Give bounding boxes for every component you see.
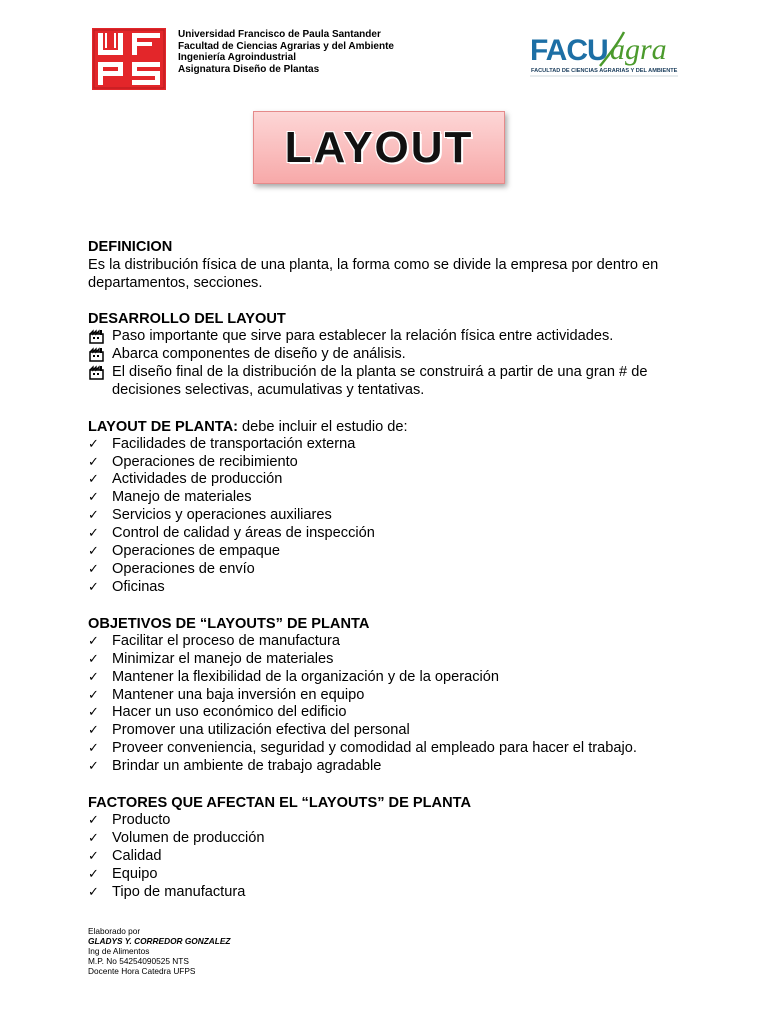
list-item — [88, 471, 688, 489]
list-item — [88, 633, 688, 651]
list-item — [88, 669, 688, 687]
check-icon: ✓ — [88, 526, 99, 542]
check-icon: ✓ — [88, 848, 99, 864]
desarrollo-title: DESARROLLO DEL LAYOUT — [88, 311, 286, 327]
list-item-text: Tipo de manufactura — [112, 883, 246, 900]
list-item-text: Equipo — [112, 865, 158, 882]
list-item — [88, 884, 688, 902]
check-icon: ✓ — [88, 687, 99, 703]
list-item-text: Oficinas — [112, 578, 165, 595]
check-icon: ✓ — [88, 741, 99, 757]
list-item-text: Brindar un ambiente de trabajo agradable — [112, 758, 382, 775]
list-item-text: Calidad — [112, 847, 162, 864]
list-item — [88, 489, 688, 507]
layout-planta-heading: LAYOUT DE PLANTA: — [88, 418, 238, 435]
check-icon: ✓ — [88, 884, 99, 900]
factory-bullet-icon — [88, 364, 106, 382]
layout-planta-title — [88, 418, 688, 436]
check-icon: ✓ — [88, 866, 99, 882]
definicion-text — [88, 256, 688, 292]
list-item — [88, 651, 688, 669]
footer-position: Docente Hora Catedra UFPS — [88, 966, 196, 976]
check-icon: ✓ — [88, 490, 99, 506]
list-item — [88, 687, 688, 705]
check-icon: ✓ — [88, 633, 99, 649]
list-item-text: Servicios y operaciones auxiliares — [112, 507, 332, 524]
facuagra-logo — [528, 30, 680, 80]
check-icon: ✓ — [88, 579, 99, 595]
check-icon: ✓ — [88, 436, 99, 452]
factory-bullet-icon — [88, 346, 106, 364]
list-item — [88, 436, 688, 454]
svg-text:FACU: FACU — [530, 34, 608, 67]
check-icon: ✓ — [88, 561, 99, 577]
check-icon: ✓ — [88, 472, 99, 488]
list-item-text: Volumen de producción — [112, 829, 265, 846]
list-item-text: El diseño final de la distribución de la planta se construirá a partir de una gran # de — [112, 363, 648, 380]
layout-title-banner — [253, 111, 505, 184]
check-icon: ✓ — [88, 759, 99, 775]
list-item-text: Proveer conveniencia, seguridad y comodidad al empleado para hacer el trabajo. — [112, 740, 637, 757]
author-footer — [88, 926, 230, 976]
list-item-text: Mantener la flexibilidad de la organización y de la operación — [112, 668, 499, 685]
check-icon: ✓ — [88, 508, 99, 524]
list-item-text: Actividades de producción — [112, 471, 283, 488]
header-university: Universidad Francisco de Paula Santander — [178, 29, 381, 40]
factory-bullet-icon — [88, 328, 106, 346]
layout-planta-subtitle: debe incluir el estudio de: — [238, 418, 408, 435]
list-item-text: Promover una utilización efectiva del personal — [112, 722, 410, 739]
check-icon: ✓ — [88, 705, 99, 721]
list-item-text: Minimizar el manejo de materiales — [112, 650, 334, 667]
list-item-text: Producto — [112, 812, 171, 829]
list-item-continuation: decisiones selectivas, acumulativas y tentativas. — [112, 381, 425, 398]
factores-list — [88, 812, 688, 902]
footer-profession: Ing de Alimentos — [88, 946, 150, 956]
list-item-text: Operaciones de empaque — [112, 543, 280, 560]
objetivos-list — [88, 633, 688, 776]
layout-planta-list — [88, 436, 688, 597]
list-item-text: Mantener una baja inversión en equipo — [112, 686, 365, 703]
list-item — [88, 454, 688, 472]
svg-text:FACULTAD DE CIENCIAS AGRARIAS: FACULTAD DE CIENCIAS AGRARIAS Y DEL AMBIENTE — [531, 68, 678, 74]
check-icon: ✓ — [88, 723, 99, 739]
list-item-text: Facilitar el proceso de manufactura — [112, 632, 340, 649]
list-item — [88, 722, 688, 740]
header-program: Ingeniería Agroindustrial — [178, 52, 296, 63]
list-item-text: Abarca componentes de diseño y de análisis. — [112, 345, 406, 362]
header-subject: Asignatura Diseño de Plantas — [178, 63, 320, 75]
factores-title: FACTORES QUE AFECTAN EL “LAYOUTS” DE PLANTA — [88, 795, 471, 812]
footer-author: GLADYS Y. CORREDOR GONZALEZ — [88, 936, 231, 946]
list-item — [88, 507, 688, 525]
list-item — [88, 525, 688, 543]
list-item — [88, 364, 688, 400]
institution-header — [178, 29, 394, 75]
definicion-line: departamentos, secciones. — [88, 275, 263, 291]
footer-license: M.P. No 54254090525 NTS — [88, 956, 189, 966]
definicion-title: DEFINICION — [88, 239, 173, 255]
definicion-line: Es la distribución física de una planta, la forma como se divide la empresa por dentro en — [88, 257, 659, 273]
list-item — [88, 579, 688, 597]
list-item-text: Control de calidad y áreas de inspección — [112, 525, 375, 542]
document-body — [88, 238, 688, 902]
check-icon: ✓ — [88, 544, 99, 560]
check-icon: ✓ — [88, 669, 99, 685]
list-item — [88, 758, 688, 776]
footer-prepared-by: Elaborado por — [88, 926, 141, 936]
check-icon: ✓ — [88, 813, 99, 829]
list-item — [88, 704, 688, 722]
objetivos-title: OBJETIVOS DE “LAYOUTS” DE PLANTA — [88, 615, 370, 632]
list-item-text: Facilidades de transportación externa — [112, 435, 356, 452]
list-item — [88, 848, 688, 866]
check-icon: ✓ — [88, 830, 99, 846]
list-item-text: Paso importante que sirve para establecer la relación física entre actividades. — [112, 328, 614, 344]
check-icon: ✓ — [88, 651, 99, 667]
list-item — [88, 543, 688, 561]
check-icon: ✓ — [88, 454, 99, 470]
list-item — [88, 830, 688, 848]
list-item — [88, 740, 688, 758]
header-faculty: Facultad de Ciencias Agrarias y del Ambiente — [178, 40, 394, 52]
list-item-text: Operaciones de recibimiento — [112, 453, 298, 470]
list-item-text: Hacer un uso económico del edificio — [112, 704, 347, 721]
list-item — [88, 866, 688, 884]
list-item — [88, 346, 688, 364]
banner-title: LAYOUT — [284, 123, 474, 172]
desarrollo-list — [88, 328, 688, 400]
svg-text:agra: agra — [610, 33, 667, 66]
list-item-text: Operaciones de envío — [112, 560, 255, 577]
list-item — [88, 328, 688, 346]
ufps-logo — [92, 28, 166, 90]
list-item — [88, 812, 688, 830]
list-item — [88, 561, 688, 579]
list-item-text: Manejo de materiales — [112, 489, 252, 506]
